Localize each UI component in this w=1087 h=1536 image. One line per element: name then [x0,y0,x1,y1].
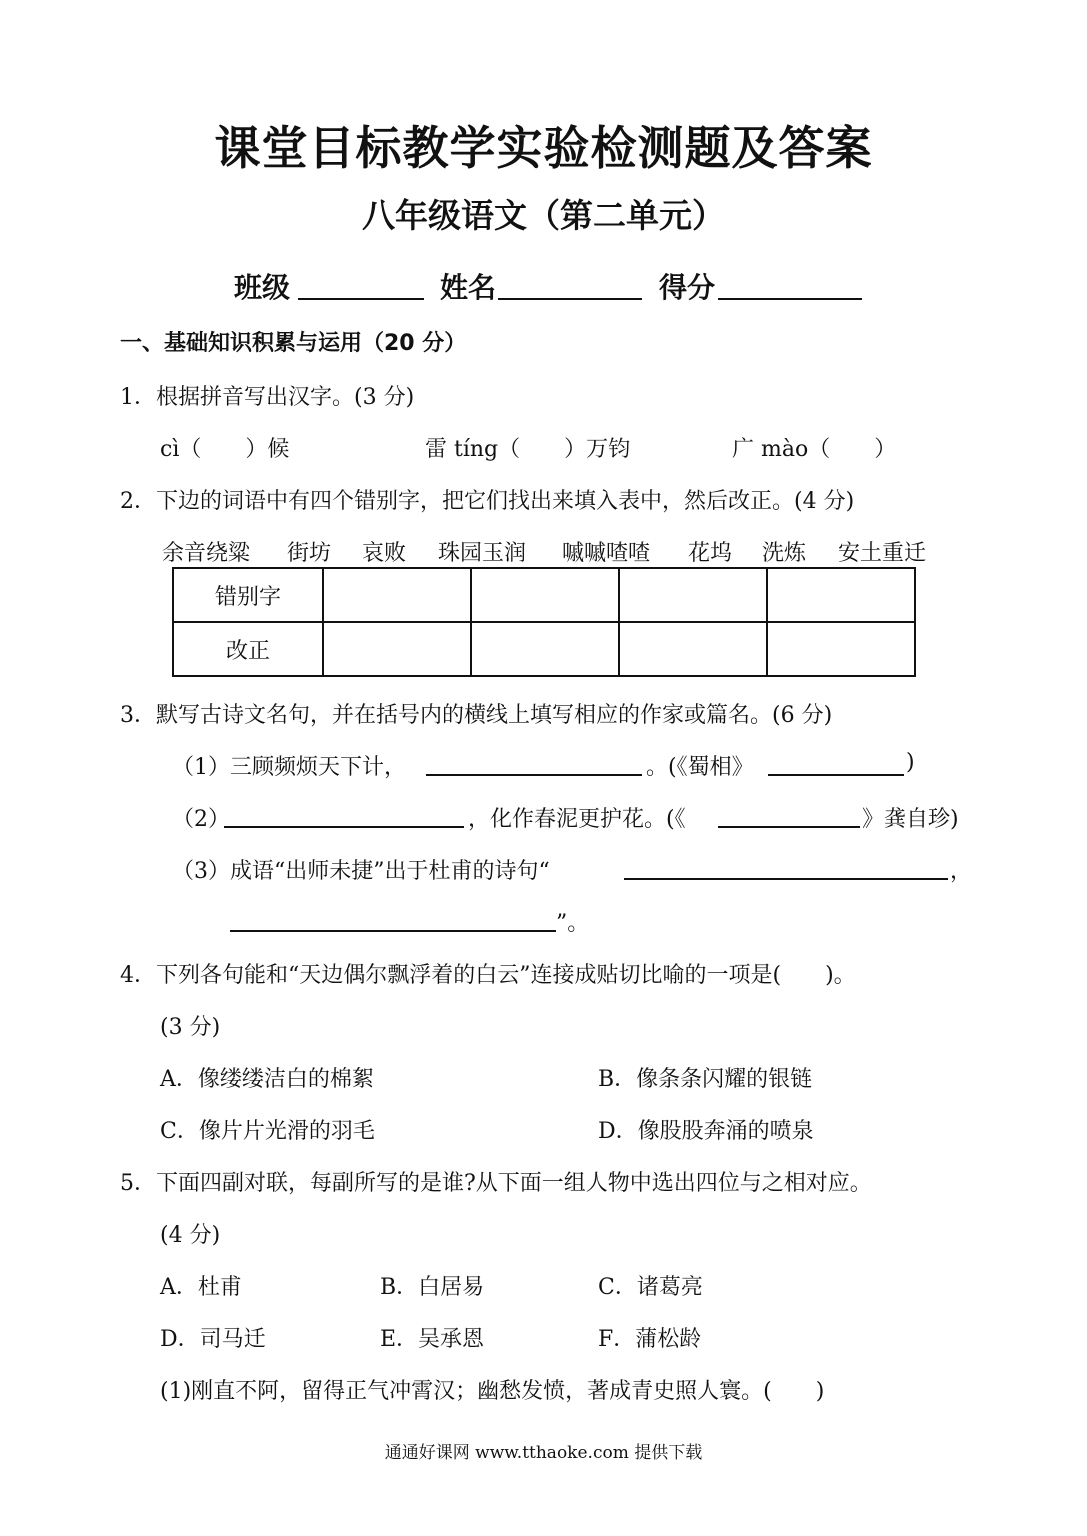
q5-option-c: C．诸葛亮 [598,1275,703,1300]
q3-s2-prefix: （2） [172,807,230,832]
class-label: 班级 [234,271,291,304]
q3-s1-blank[interactable] [426,774,642,776]
q5-stem: 5．下面四副对联，每副所写的是谁?从下面一组人物中选出四位与之相对应。 [120,1171,872,1196]
q2-word: 花坞 [688,541,733,566]
q4-option-c: C．像片片光滑的羽毛 [160,1119,375,1144]
q2-word: 洗炼 [762,541,807,566]
correction-cell[interactable] [767,622,915,676]
name-blank[interactable] [498,298,642,300]
q3-s3-prefix: （3）成语“出师未捷”出于杜甫的诗句“ [172,859,550,884]
q3-s3-blank-1[interactable] [624,878,948,880]
typo-cell[interactable] [619,568,767,622]
q5-option-a: A．杜甫 [160,1275,242,1300]
q1-item-2: 雷 tíng（ ）万钧 [425,437,631,462]
q4-option-a: A．像缕缕洁白的棉絮 [160,1067,374,1092]
page-subtitle: 八年级语文（第二单元） [362,196,725,235]
q1-item-1: cì（ ）候 [160,437,290,462]
q5-option-b: B．白居易 [380,1275,485,1300]
q2-word: 哀败 [362,541,407,566]
q3-s3-end: ”。 [556,911,590,936]
q3-s3-blank-2[interactable] [230,930,556,932]
correction-cell[interactable] [471,622,619,676]
page-title: 课堂目标教学实验检测题及答案 [214,121,873,175]
q3-s1-end: ) [906,750,915,775]
q3-s2-mid: ，化作春泥更护花。(《 [468,807,686,832]
q3-s2-end: 》龚自珍) [862,807,959,832]
q3-s1-mid: 。(《蜀相》 [646,755,754,780]
typo-row-header: 错别字 [173,568,323,622]
q4-points: (3 分) [160,1015,221,1040]
q2-word: 珠园玉润 [438,541,527,566]
correction-row-header: 改正 [173,622,323,676]
typo-cell[interactable] [323,568,471,622]
q3-s3-comma: ， [950,859,973,884]
q5-points: (4 分) [160,1223,221,1248]
section-heading: 一、基础知识积累与运用（20 分） [120,331,467,356]
q3-stem: 3．默写古诗文名句，并在括号内的横线上填写相应的作家或篇名。(6 分) [120,703,833,728]
q2-word: 嘁嘁喳喳 [562,541,651,566]
q3-s1-author-blank[interactable] [768,774,904,776]
q2-word: 余音绕粱 [162,541,251,566]
q5-option-e: E．吴承恩 [380,1327,485,1352]
q5-item-1: (1)刚直不阿，留得正气冲霄汉；幽愁发愤，著成青史照人寰。( ) [160,1379,825,1404]
typo-cell[interactable] [471,568,619,622]
correction-cell[interactable] [619,622,767,676]
typo-cell[interactable] [767,568,915,622]
page-footer: 通通好课网 www.tthaoke.com 提供下载 [384,1443,703,1463]
q1-stem: 1．根据拼音写出汉字。(3 分) [120,385,415,410]
q3-s2-title-blank[interactable] [718,826,860,828]
q4-option-b: B．像条条闪耀的银链 [598,1067,813,1092]
q3-s2-blank[interactable] [224,826,464,828]
typo-table [172,567,916,677]
score-blank[interactable] [718,298,862,300]
class-blank[interactable] [298,298,424,300]
q2-word: 安土重迁 [838,541,927,566]
score-label: 得分 [659,271,716,304]
q1-item-3: 广 mào（ ） [732,437,897,462]
correction-cell[interactable] [323,622,471,676]
q4-stem: 4．下列各句能和“天边偶尔飘浮着的白云”连接成贴切比喻的一项是( )。 [120,963,856,988]
q2-word: 街坊 [287,541,332,566]
q3-s1-prefix: （1）三顾频烦天下计， [172,755,406,780]
name-label: 姓名 [440,271,497,304]
q5-option-d: D．司马迁 [160,1327,266,1352]
q2-stem: 2．下边的词语中有四个错别字，把它们找出来填入表中，然后改正。(4 分) [120,489,855,514]
q5-option-f: F．蒲松龄 [598,1327,702,1352]
q4-option-d: D．像股股奔涌的喷泉 [598,1119,814,1144]
